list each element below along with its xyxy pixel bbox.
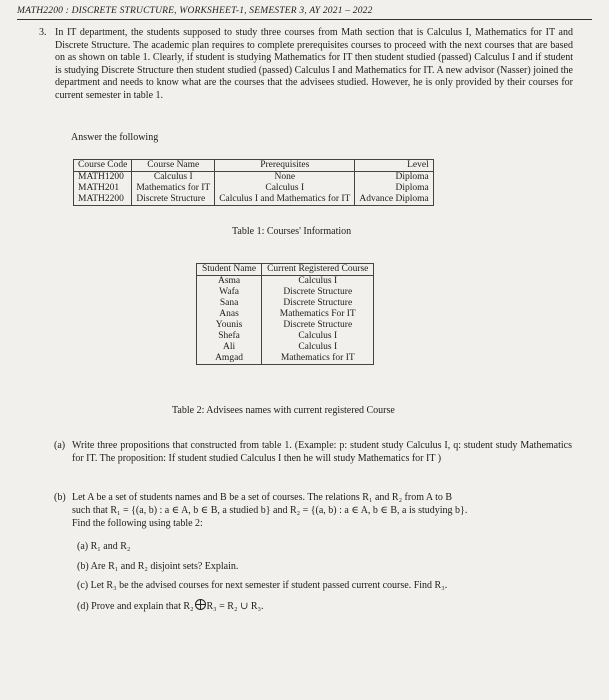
course-code: MATH201 bbox=[74, 183, 132, 194]
student-course: Calculus I bbox=[262, 342, 374, 353]
course-level: Diploma bbox=[355, 183, 433, 194]
question-3 bbox=[39, 27, 573, 103]
part-b-line: Find the following using table 2: bbox=[72, 517, 203, 529]
advisees-table bbox=[196, 263, 374, 365]
answer-prompt: Answer the following bbox=[71, 132, 159, 143]
course-prerequisites: Calculus I bbox=[215, 183, 355, 194]
student-name: Amgad bbox=[197, 353, 262, 365]
student-name: Anas bbox=[197, 309, 262, 320]
item-d-prefix: (d) Prove and explain that R₂ bbox=[77, 601, 194, 612]
table-header-row bbox=[197, 264, 374, 276]
student-course: Discrete Structure bbox=[262, 320, 374, 331]
part-b bbox=[54, 492, 572, 530]
part-b-label: (b) bbox=[54, 492, 66, 503]
table-row bbox=[197, 353, 374, 365]
course-level: Diploma bbox=[355, 172, 433, 184]
student-name: Younis bbox=[197, 320, 262, 331]
course-name: Calculus I bbox=[132, 172, 215, 184]
part-b-item: (a) R₁ and R₂ bbox=[77, 541, 131, 552]
student-name: Sana bbox=[197, 298, 262, 309]
table-row bbox=[197, 298, 374, 309]
part-a bbox=[54, 440, 572, 466]
table-header: Prerequisites bbox=[215, 160, 355, 172]
question-text: In IT department, the students supposed to study three courses from Math section that is Calculus I, Mathematics for IT and Discrete Structure. The academic plan requires to complete prerequisites courses to proceed with the next courses that are based on as shown on table 1. Clearly, if student is studying Mathematics for IT then student studied (passed) Calculus I and if student is studying Discrete Structure then student studied (passed) Calculus I and Mathematics for IT. A new advisor (Nasser) joined the department and needs to know what are the courses that the advisees studied. However, he is only provided by their courses for current semester in table 1. bbox=[55, 27, 573, 101]
table-header: Course Code bbox=[74, 160, 132, 172]
course-name: Discrete Structure bbox=[132, 194, 215, 206]
student-name: Ali bbox=[197, 342, 262, 353]
item-d-suffix: R₃ = R₂ ∪ R₃. bbox=[206, 601, 264, 612]
table-row bbox=[74, 172, 434, 184]
part-b-line: Let A be a set of students names and B be a set of courses. The relations R₁ and R₂ from A to B bbox=[72, 492, 453, 503]
course-prerequisites: None bbox=[215, 172, 355, 184]
part-b-item: (c) Let R₃ be the advised courses for next semester if student passed current course. Find R₃. bbox=[77, 580, 448, 591]
student-course: Discrete Structure bbox=[262, 298, 374, 309]
table-header-row bbox=[74, 160, 434, 172]
table-row bbox=[197, 342, 374, 353]
course-level: Advance Diploma bbox=[355, 194, 433, 206]
part-b-item bbox=[77, 599, 264, 612]
table-row bbox=[197, 276, 374, 288]
table2-caption: Table 2: Advisees names with current registered Course bbox=[172, 405, 395, 416]
course-code: MATH2200 bbox=[74, 194, 132, 206]
table-header: Level bbox=[355, 160, 433, 172]
table1-caption: Table 1: Courses' Information bbox=[232, 226, 352, 237]
courses-table bbox=[73, 159, 434, 206]
student-course: Discrete Structure bbox=[262, 287, 374, 298]
table-header: Course Name bbox=[132, 160, 215, 172]
direct-sum-icon bbox=[195, 599, 206, 610]
student-name: Asma bbox=[197, 276, 262, 288]
part-b-item: (b) Are R₁ and R₂ disjoint sets? Explain. bbox=[77, 561, 239, 572]
table-row bbox=[197, 287, 374, 298]
table-header: Current Registered Course bbox=[262, 264, 374, 276]
part-b-line: such that R₁ = {(a, b) : a ∈ A, b ∈ B, a studied b} and R₂ = {(a, b) : a ∈ A, b ∈ B, a is studying b}. bbox=[72, 504, 468, 516]
table-row bbox=[74, 183, 434, 194]
worksheet-header: MATH2200 : DISCRETE STRUCTURE, WORKSHEET-1, SEMESTER 3, AY 2021 – 2022 bbox=[17, 6, 592, 20]
table-header: Student Name bbox=[197, 264, 262, 276]
part-a-label: (a) bbox=[54, 440, 66, 451]
table-row bbox=[197, 320, 374, 331]
part-a-text: Write three propositions that constructed from table 1. (Example: p: student study Calculus I, q: student study Mathematics for IT. The proposition: If student studied Calculus I then he will study Mathematics for IT ) bbox=[72, 440, 572, 464]
student-course: Mathematics For IT bbox=[262, 309, 374, 320]
course-name: Mathematics for IT bbox=[132, 183, 215, 194]
course-prerequisites: Calculus I and Mathematics for IT bbox=[215, 194, 355, 206]
student-course: Calculus I bbox=[262, 276, 374, 288]
table-row bbox=[74, 194, 434, 206]
student-course: Calculus I bbox=[262, 331, 374, 342]
table-row bbox=[197, 331, 374, 342]
question-number: 3. bbox=[39, 27, 47, 38]
student-name: Wafa bbox=[197, 287, 262, 298]
student-course: Mathematics for IT bbox=[262, 353, 374, 365]
table-row bbox=[197, 309, 374, 320]
course-code: MATH1200 bbox=[74, 172, 132, 184]
student-name: Shefa bbox=[197, 331, 262, 342]
